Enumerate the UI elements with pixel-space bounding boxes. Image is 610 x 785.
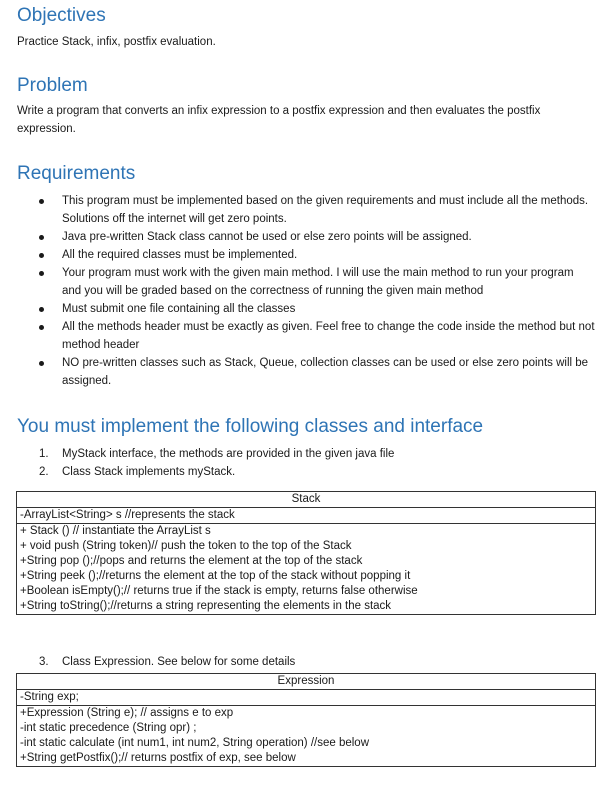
bullet-icon [39, 199, 44, 204]
stack-class-title: Stack [17, 492, 595, 508]
stack-class-method: + Stack () // instantiate the ArrayList s [20, 525, 211, 537]
implement-list [17, 445, 595, 481]
bullet-icon [39, 307, 44, 312]
stack-class-box [16, 491, 596, 615]
objectives-text: Practice Stack, infix, postfix evaluation. [17, 36, 216, 48]
requirement-text: Your program must work with the given main method. I will use the main method to run your program and you will be graded based on the correctness of running the given main method [62, 267, 574, 297]
expression-class-method: +String getPostfix();// returns postfix of exp, see below [20, 752, 296, 764]
expression-class-method: -int static precedence (String opr) ; [20, 722, 197, 734]
bullet-icon [39, 271, 44, 276]
requirement-item [17, 246, 595, 264]
item-number: 2. [39, 466, 49, 478]
requirements-list [17, 192, 595, 390]
stack-class-method: + void push (String token)// push the token to the top of the Stack [20, 540, 352, 552]
requirements-heading: Requirements [17, 163, 136, 184]
requirement-item [17, 264, 595, 300]
stack-class-field: -ArrayList<String> s //represents the stack [17, 508, 595, 524]
objectives-heading: Objectives [17, 5, 106, 26]
stack-class-method: +String peek ();//returns the element at the top of the stack without popping it [20, 570, 411, 582]
expression-class-box [16, 673, 596, 767]
implement-item-text: Class Expression. See below for some details [62, 656, 296, 668]
stack-class-method: +Boolean isEmpty();// returns true if the stack is empty, returns false otherwise [20, 585, 418, 597]
implement-item-text: MyStack interface, the methods are provided in the given java file [62, 448, 395, 460]
stack-class-method: +String pop ();//pops and returns the element at the top of the stack [20, 555, 363, 567]
item-number: 3. [39, 656, 49, 668]
implement-item [17, 445, 595, 463]
bullet-icon [39, 325, 44, 330]
expression-class-title: Expression [17, 674, 595, 690]
requirement-item [17, 318, 595, 354]
requirement-text: Must submit one file containing all the classes [62, 303, 296, 315]
requirement-text: All the required classes must be implemented. [62, 249, 298, 261]
implement-heading: You must implement the following classes and interface [17, 416, 484, 437]
expression-class-method: +Expression (String e); // assigns e to exp [20, 707, 234, 719]
bullet-icon [39, 361, 44, 366]
requirement-item [17, 300, 595, 318]
requirement-text: NO pre-written classes such as Stack, Queue, collection classes can be used or else zero points will be assigned. [62, 357, 589, 387]
expression-class-method: -int static calculate (int num1, int num2, String operation) //see below [20, 737, 370, 749]
bullet-icon [39, 253, 44, 258]
bullet-icon [39, 235, 44, 240]
requirement-item [17, 192, 595, 228]
implement-list-continued [17, 653, 595, 671]
implement-item [17, 463, 595, 481]
requirement-text: Java pre-written Stack class cannot be used or else zero points will be assigned. [62, 231, 472, 243]
requirement-text: All the methods header must be exactly as given. Feel free to change the code inside the method but not method header [62, 321, 595, 351]
stack-class-method: +String toString();//returns a string representing the elements in the stack [20, 600, 392, 612]
expression-class-field: -String exp; [17, 690, 595, 706]
implement-item [17, 653, 595, 671]
problem-heading: Problem [17, 75, 88, 96]
item-number: 1. [39, 448, 49, 460]
requirement-item [17, 354, 595, 390]
requirement-item [17, 228, 595, 246]
requirement-text: This program must be implemented based on the given requirements and must include all the methods. Solutions off the internet will get zero points. [62, 195, 589, 225]
problem-text: Write a program that converts an infix expression to a postfix expression and then evaluates the postfix expression. [17, 105, 541, 135]
implement-item-text: Class Stack implements myStack. [62, 466, 236, 478]
